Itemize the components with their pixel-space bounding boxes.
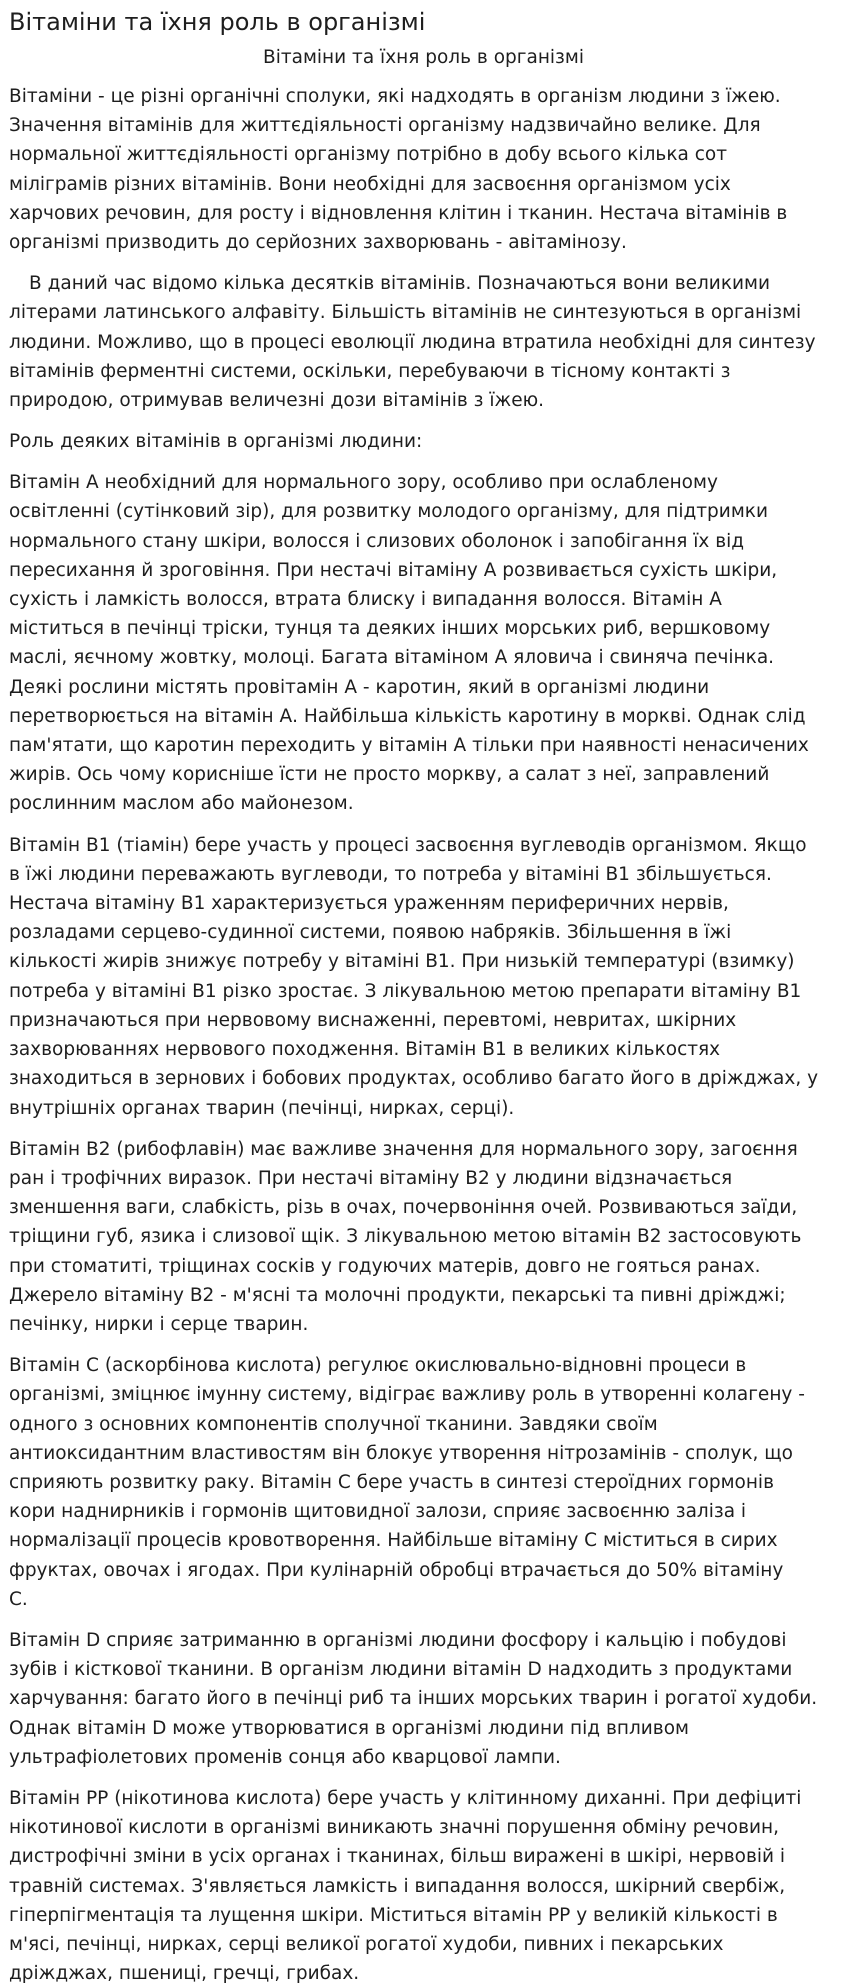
text-line: освітленні (сутінковий зір), для розвитку молодого організму, для підтримки [9, 501, 768, 523]
text-line: захворюваннях нервового походження. Вітамін В1 в великих кількостях [9, 1039, 721, 1061]
text-line: Вітамін В2 (рибофлавін) має важливе значення для нормального зору, загоєння [9, 1138, 798, 1160]
vitamin-c-paragraph [9, 1351, 838, 1614]
text-line: Значення вітамінів для життєдіяльності організму надзвичайно велике. Для [9, 115, 761, 137]
text-line: фруктах, овочах і ягодах. При кулінарній обробці втрачається до 50% вітаміну [9, 1559, 784, 1581]
vitamin-overview-paragraph [9, 269, 838, 415]
text-line: літерами латинського алфавіту. Більшість вітамінів не синтезуються в організмі [9, 302, 802, 324]
text-line: кори наднирників і гормонів щитовидної залози, сприяє засвоєнню заліза і [9, 1501, 747, 1523]
text-line: Вітамін РР (нікотинова кислота) бере участь у клітинному диханні. При дефіциті [9, 1787, 802, 1809]
text-line: рослинним маслом або майонезом. [9, 793, 354, 815]
vitamin-b2-paragraph [9, 1135, 838, 1339]
text-line: дистрофічні зміни в усіх органах і тканинах, більш виражені в шкірі, нервовій і [9, 1846, 786, 1868]
text-line: міститься в печінці тріски, тунця та деяких інших морських риб, вершковому [9, 618, 771, 640]
text-line: сприяють розвитку раку. Вітамін С бере участь в синтезі стероїдних гормонів [9, 1471, 774, 1493]
text-line: тріщини губ, язика і слизової щік. З лікувальною метою вітамін В2 застосовують [9, 1226, 802, 1248]
text-line: нормальної життєдіяльності організму потрібно в добу всього кілька сот [9, 144, 727, 166]
text-line: дріжджах, пшениці, гречці, грибах. [9, 1963, 360, 1985]
text-line: Джерело вітаміну В2 - м'ясні та молочні продукти, пекарські та пивні дріжджі; [9, 1284, 786, 1306]
text-line: вітамінів ферментні системи, оскільки, перебуваючи в тісному контакті з [9, 360, 731, 382]
text-line: при стоматиті, тріщинах сосків у годуючих матерів, довго не гояться ранах. [9, 1255, 761, 1277]
text-line: харчування: багато його в печінці риб та інших морських тварин і рогатої худоби. [9, 1688, 818, 1710]
text-line: Вітамін А необхідний для нормального зору, особливо при ослабленому [9, 472, 718, 494]
text-line: травній системах. З'являється ламкість і випадання волосся, шкірний свербіж, [9, 1875, 786, 1897]
text-line: нікотинової кислоти в організмі виникають значні порушення обміну речовин, [9, 1817, 779, 1839]
text-line: гіперпігментація та лущення шкіри. Міститься вітамін РР у великій кількості в [9, 1904, 778, 1926]
text-line: Вітаміни - це різні органічні сполуки, які надходять в організм людини з їжею. [9, 86, 781, 107]
page-title: Вітаміни та їхня роль в організмі [9, 8, 426, 36]
text-line: призначаються при нервовому виснаженні, перевтомі, невритах, шкірних [9, 1009, 737, 1031]
text-line: пересихання й зроговіння. При нестачі вітаміну А розвивається сухість шкіри, [9, 559, 778, 581]
text-line: Деякі рослини містять провітамін А - каротин, який в організмі людини [9, 676, 710, 698]
text-line: ультрафіолетових променів сонця або кварцової лампи. [9, 1746, 561, 1768]
text-line: С. [9, 1588, 28, 1610]
text-line: маслі, яєчному жовтку, молоці. Багата вітаміном А яловича і свиняча печінка. [9, 647, 775, 669]
text-line: В даний час відомо кілька десятків вітамінів. Позначаються вони великими [29, 273, 771, 295]
vitamin-a-paragraph [9, 468, 838, 818]
vitamin-pp-paragraph [9, 1784, 838, 1988]
text-line: перетворюється на вітамін А. Найбільша кількість каротину в моркві. Однак слід [9, 705, 806, 727]
text-line: Однак вітамін D може утворюватися в організмі людини під впливом [9, 1717, 689, 1739]
text-line: розладами серцево-судинної системи, появою набряків. Збільшення в їжі [9, 922, 732, 944]
document-title: Вітаміни та їхня роль в організмі [263, 47, 584, 68]
text-line: нормального стану шкіри, волосся і слизових оболонок і запобігання їх від [9, 530, 745, 552]
text-line: Вітамін D сприяє затриманню в організмі людини фосфору і кальцію і побудові [9, 1629, 787, 1651]
text-line: кількості жирів знижує потребу у вітаміні В1. При низькій температурі (взимку) [9, 951, 795, 973]
text-line: сухість і ламкість волосся, втрата блиску і випадання волосся. Вітамін А [9, 589, 722, 611]
text-line: людини. Можливо, що в процесі еволюції людина втратила необхідні для синтезу [9, 331, 816, 353]
section-subheading: Роль деяких вітамінів в організмі людини: [9, 431, 423, 453]
text-line: жирів. Ось чому корисніше їсти не просто моркву, а салат з неї, заправлений [9, 764, 770, 786]
text-line: харчових речовин, для росту і відновлення клітин і тканин. Нестача вітамінів в [9, 202, 788, 224]
text-line: потреба у вітаміні В1 різко зростає. З лікувальною метою препарати вітаміну В1 [9, 980, 802, 1002]
text-line: одного з основних компонентів сполучної тканини. Завдяки своїм [9, 1413, 658, 1435]
text-line: ран і трофічних виразок. При нестачі вітаміну В2 у людини відзначається [9, 1167, 733, 1189]
text-line: зубів і кісткової тканини. В організм людини вітамін D надходить з продуктами [9, 1659, 793, 1681]
text-line: Вітамін С (аскорбінова кислота) регулює окислювально-відновні процеси в [9, 1355, 747, 1377]
intro-paragraph [9, 82, 838, 257]
text-line: Нестача вітаміну В1 характеризується ураженням периферичних нервів, [9, 893, 729, 915]
text-line: пам'ятати, що каротин переходить у вітамін А тільки при наявності ненасичених [9, 735, 809, 757]
text-line: зменшення ваги, слабкість, різь в очах, почервоніння очей. Розвиваються заїди, [9, 1197, 798, 1219]
text-line: організмі, зміцнює імунну систему, відіграє важливу роль в утворенні колагену - [9, 1384, 805, 1406]
text-line: нормалізації процесів кровотворення. Найбільше вітаміну С міститься в сирих [9, 1530, 778, 1552]
vitamin-b1-paragraph [9, 831, 838, 1123]
text-line: міліграмів різних вітамінів. Вони необхідні для засвоєння організмом усіх [9, 173, 731, 195]
text-line: в їжі людини переважають вуглеводи, то потреба у вітаміні В1 збільшується. [9, 863, 772, 885]
text-line: знаходиться в зернових і бобових продуктах, особливо багато його в дріжджах, у [9, 1068, 819, 1090]
vitamin-d-paragraph [9, 1626, 838, 1772]
text-line: природою, отримував величезні дози вітамінів з їжею. [9, 390, 545, 412]
text-line: м'ясі, печінці, нирках, серці великої рогатої худоби, пивних і пекарських [9, 1933, 724, 1955]
text-line: антиоксидантним властивостям він блокує утворення нітрозамінів - сполук, що [9, 1442, 794, 1464]
text-line: Вітамін В1 (тіамін) бере участь у процесі засвоєння вуглеводів організмом. Якщо [9, 834, 807, 856]
text-line: печінку, нирки і серце тварин. [9, 1313, 309, 1335]
text-line: внутрішніх органах тварин (печінці, нирках, серці). [9, 1097, 515, 1119]
text-line: організмі призводить до серйозних захворювань - авітамінозу. [9, 232, 627, 254]
